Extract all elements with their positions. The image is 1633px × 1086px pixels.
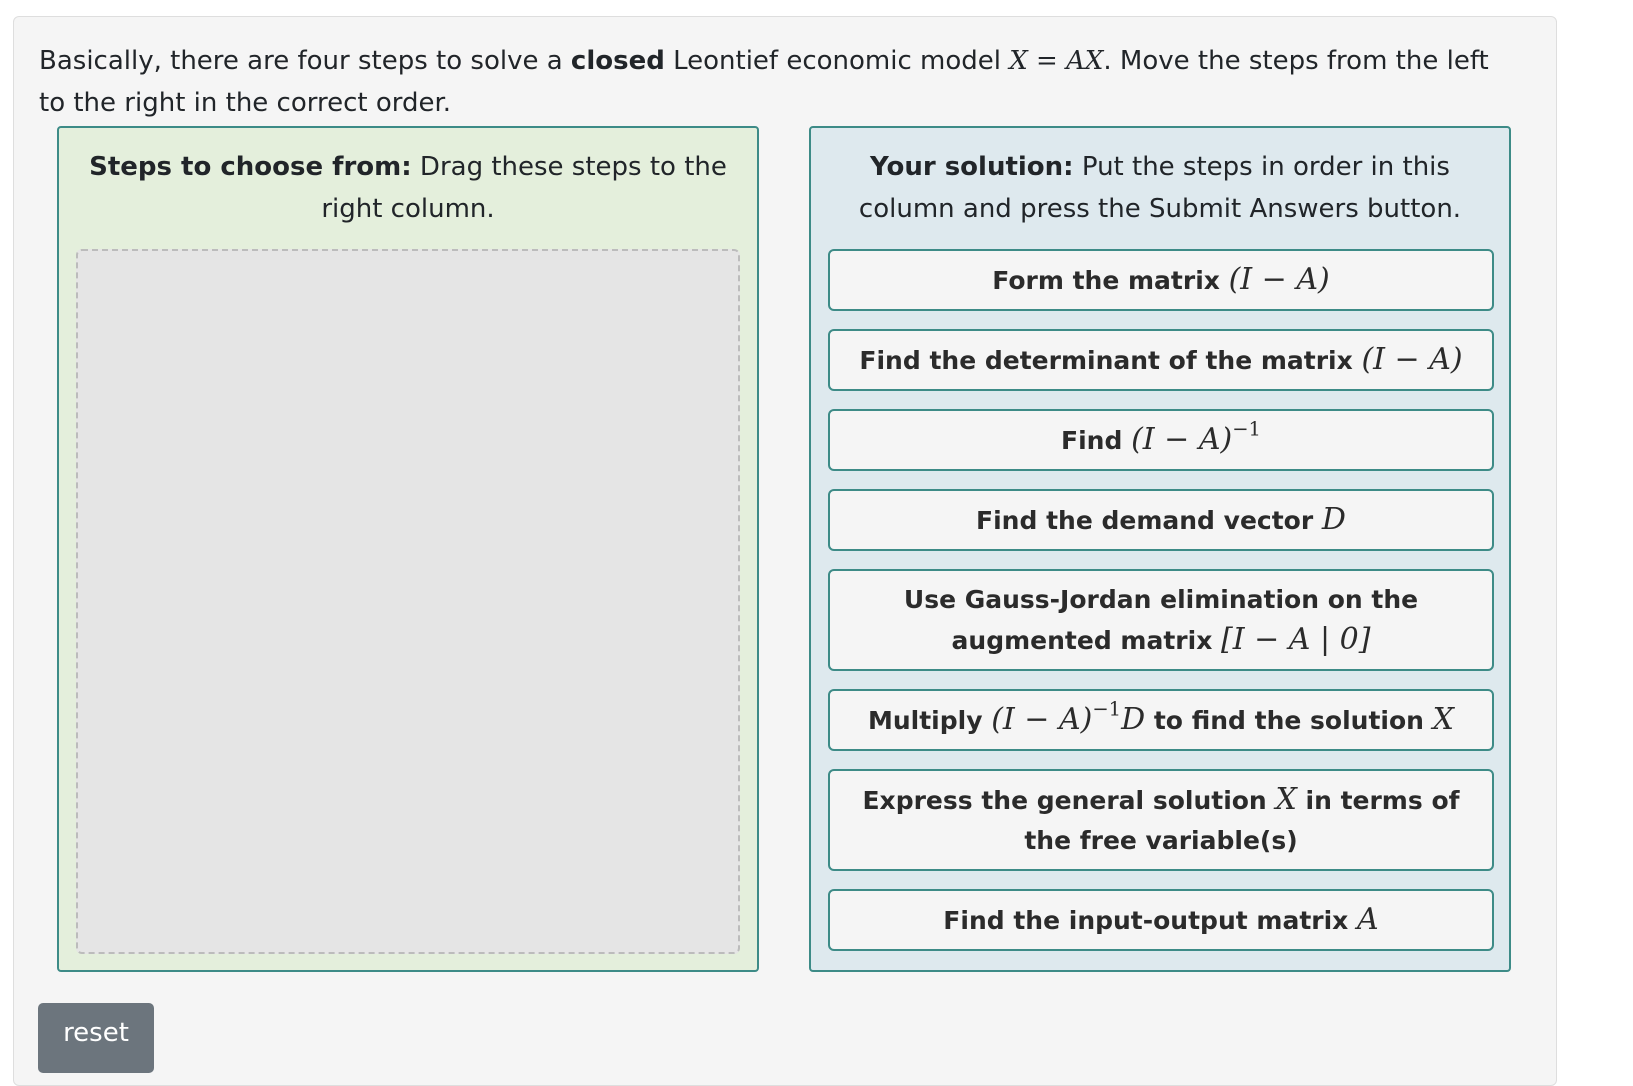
step-text: Find — [1061, 425, 1132, 455]
step-math: X — [1275, 781, 1297, 817]
prompt-text: Leontief economic model — [664, 46, 1010, 76]
steps-source-panel — [57, 126, 759, 972]
step-math: A — [1357, 901, 1379, 937]
source-panel-title: Steps to choose from: — [89, 152, 412, 182]
step-math: X — [1432, 701, 1455, 737]
step-math: (I − A) — [1361, 341, 1463, 377]
step-text: Multiply — [867, 705, 992, 735]
solution-panel-title: Your solution: — [870, 152, 1074, 182]
prompt-bold-word: closed — [570, 46, 665, 76]
step-text: Find the demand vector — [976, 505, 1322, 535]
step-item[interactable] — [828, 769, 1494, 871]
solution-panel-header — [811, 146, 1509, 230]
step-math: D — [1321, 501, 1346, 537]
step-math: [I − A | 0] — [1221, 621, 1371, 657]
step-text: Express the general solution — [862, 785, 1276, 815]
step-math: (I − A) — [1131, 421, 1233, 457]
step-item[interactable] — [828, 689, 1494, 751]
source-dropzone[interactable] — [76, 249, 740, 954]
step-item[interactable] — [828, 569, 1494, 671]
source-panel-header — [59, 146, 757, 230]
solution-panel — [809, 126, 1511, 972]
prompt-text: Basically, there are four steps to solve a — [39, 46, 571, 76]
step-math-exponent: −1 — [1092, 696, 1122, 720]
reset-button[interactable]: reset — [38, 1003, 154, 1073]
step-text: Find the determinant of the matrix — [859, 345, 1362, 375]
step-item[interactable] — [828, 329, 1494, 391]
step-math: (I − A) — [1228, 261, 1330, 297]
step-math-exponent: −1 — [1232, 416, 1261, 440]
step-text: to find the solution — [1145, 705, 1433, 735]
question-prompt — [39, 40, 1519, 124]
solution-panel-instructions: Put the steps in order in this column and press the Submit Answers button. — [858, 152, 1462, 224]
step-text: Use Gauss-Jordan elimination on the augmented matrix — [903, 584, 1419, 655]
step-item[interactable] — [828, 409, 1494, 471]
step-item[interactable] — [828, 489, 1494, 551]
prompt-equation: X = AX — [1009, 46, 1104, 76]
step-text: Find the input-output matrix — [943, 905, 1358, 935]
step-text: Form the matrix — [992, 265, 1229, 295]
step-item[interactable] — [828, 249, 1494, 311]
step-math: D — [1121, 701, 1146, 737]
step-math: (I − A) — [991, 701, 1093, 737]
prompt-text: . Move the steps from the left to the right in the correct order. — [39, 46, 1489, 118]
step-text: in terms of the free variable(s) — [1024, 785, 1460, 855]
source-panel-instructions: Drag these steps to the right column. — [321, 152, 727, 224]
step-item[interactable] — [828, 889, 1494, 951]
